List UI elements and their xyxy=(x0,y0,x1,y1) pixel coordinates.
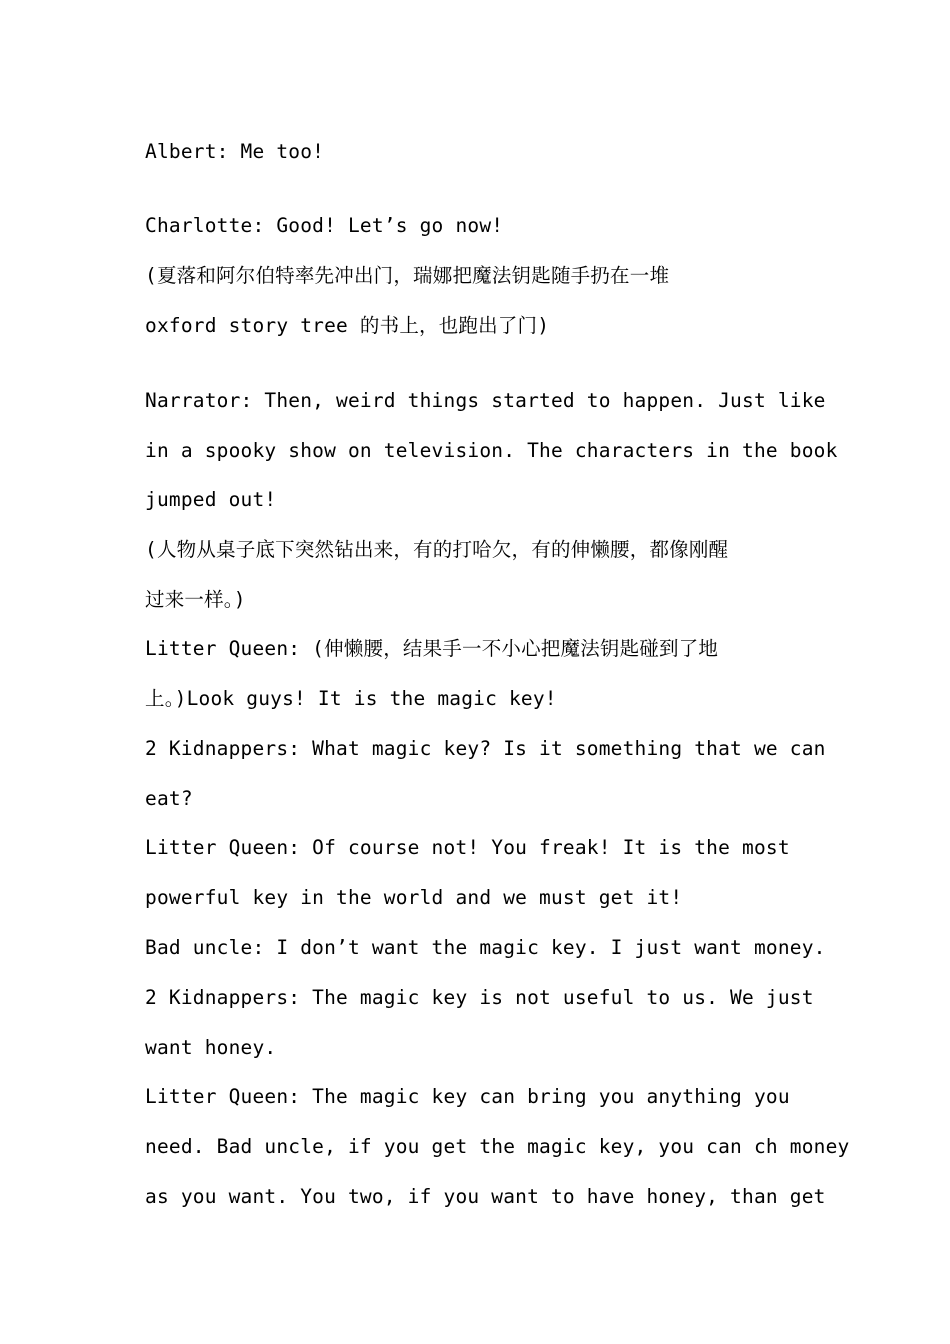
text-line: (夏落和阿尔伯特率先冲出门，瑞娜把魔法钥匙随手扔在一堆 xyxy=(145,264,670,287)
text-line: as you want. You two, if you want to have honey, than get xyxy=(145,1185,826,1208)
text-line: want honey. xyxy=(145,1036,277,1059)
text-line: Albert: Me too! xyxy=(145,140,325,163)
text-line: Litter Queen: The magic key can bring you anything you xyxy=(145,1085,790,1108)
text-line: oxford story tree 的书上，也跑出了门) xyxy=(145,314,550,337)
text-line: 2 Kidnappers: The magic key is not useful to us. We just xyxy=(145,986,814,1009)
text-line: Litter Queen: Of course not! You freak! It is the most xyxy=(145,836,790,859)
text-line: Charlotte: Good! Let’s go now! xyxy=(145,214,504,237)
text-line: 2 Kidnappers: What magic key? Is it something that we can xyxy=(145,737,826,760)
text-line: in a spooky show on television. The characters in the book xyxy=(145,439,838,462)
text-line: Bad uncle: I don’t want the magic key. I just want money. xyxy=(145,936,826,959)
text-line: (人物从桌子底下突然钻出来，有的打哈欠，有的伸懒腰，都像刚醒 xyxy=(145,538,729,561)
text-line: need. Bad uncle, if you get the magic key, you can ch money xyxy=(145,1135,850,1158)
text-line: powerful key in the world and we must get it! xyxy=(145,886,683,909)
text-line: 过来一样。) xyxy=(145,588,246,611)
text-line: Litter Queen: (伸懒腰，结果手一不小心把魔法钥匙碰到了地 xyxy=(145,637,719,660)
text-line: Narrator: Then, weird things started to happen. Just like xyxy=(145,389,826,412)
text-line: eat? xyxy=(145,787,193,810)
text-line: 上。)Look guys! It is the magic key! xyxy=(145,687,557,710)
text-line: jumped out! xyxy=(145,488,277,511)
